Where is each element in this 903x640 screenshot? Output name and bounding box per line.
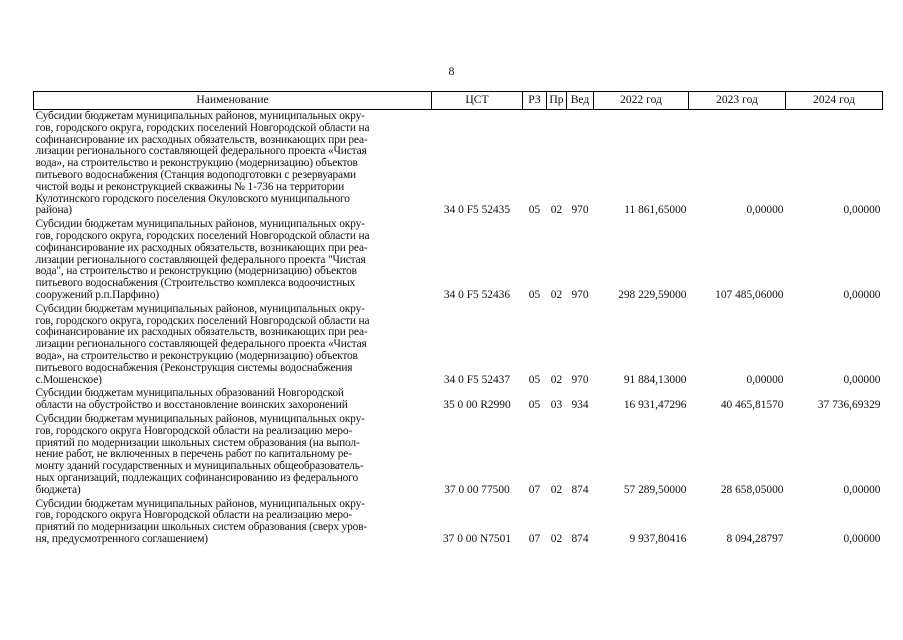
row-name-line: ных организаций, подлежащих софинансированию из федерального bbox=[35, 471, 359, 484]
header-2024: 2024 год bbox=[786, 92, 883, 110]
ved-cell: 934 bbox=[571, 399, 589, 412]
amount-2024-cell: 0,00000 bbox=[843, 204, 881, 217]
pr-cell: 02 bbox=[550, 483, 563, 496]
row-name-line: Субсидии бюджетам муниципальных образований Новгородской bbox=[35, 387, 344, 400]
row-name-line: приятий по модернизации школьных систем образования (сверх уров- bbox=[35, 521, 368, 534]
amount-2023-cell: 40 465,81570 bbox=[720, 399, 784, 412]
table-row bbox=[34, 413, 883, 498]
cst-cell: 37 0 00 77500 bbox=[444, 483, 510, 496]
row-name-line: гов, городского округа, городских поселений Новгородской области на bbox=[35, 314, 370, 327]
row-name-cell bbox=[34, 218, 432, 303]
row-name-line: лизации регионального составляющей федерального проекта "Чистая bbox=[35, 253, 366, 266]
ved-cell: 970 bbox=[571, 204, 589, 217]
row-name-line: Субсидии бюджетам муниципальных районов, муниципальных окру- bbox=[35, 302, 365, 315]
amount-2024-cell: 0,00000 bbox=[843, 373, 881, 386]
amount-2022-cell: 57 289,50000 bbox=[623, 483, 687, 496]
amount-2024-cell: 0,00000 bbox=[843, 288, 881, 301]
table-row bbox=[34, 303, 883, 388]
row-name-line: лизации регионального составляющей федерального проекта «Чистая bbox=[35, 145, 367, 158]
pr-cell: 02 bbox=[550, 288, 563, 301]
ved-cell: 970 bbox=[571, 373, 589, 386]
amount-2023-cell: 0,00000 bbox=[746, 373, 784, 386]
pr-cell: 03 bbox=[550, 399, 563, 412]
table-row bbox=[34, 218, 883, 303]
header-2023: 2023 год bbox=[689, 92, 786, 110]
amount-2024-cell: 0,00000 bbox=[843, 483, 881, 496]
row-name-line: с.Мошенское) bbox=[35, 373, 102, 386]
header-cst: ЦСТ bbox=[432, 92, 523, 110]
row-name-line: гов, городского округа, городских поселений Новгородской области на bbox=[35, 229, 370, 242]
header-rz: РЗ bbox=[523, 92, 547, 110]
row-name-line: чистой воды и реконструкцией скважины № 1-736 на территории bbox=[35, 180, 345, 193]
row-name-line: питьевого водоснабжения (Строительство комплекса водоочистных bbox=[35, 277, 356, 290]
ved-cell: 970 bbox=[571, 288, 589, 301]
amount-2024-cell: 37 736,69329 bbox=[817, 399, 881, 412]
row-name-line: вода», на строительство и реконструкцию (модернизацию) объектов bbox=[35, 349, 358, 362]
row-name-line: софинансирование их расходных обязательств, возникающих при реа- bbox=[35, 326, 368, 339]
row-name-line: приятий по модернизации школьных систем образования (на выпол- bbox=[35, 436, 360, 449]
amount-2022-cell: 9 937,80416 bbox=[629, 532, 687, 545]
row-name-line: Субсидии бюджетам муниципальных районов, муниципальных окру- bbox=[35, 218, 365, 231]
row-name-line: Субсидии бюджетам муниципальных районов, муниципальных окру- bbox=[35, 412, 365, 425]
row-name-line: гов, городского округа Новгородской области на реализацию меро- bbox=[35, 509, 353, 522]
rz-cell: 05 bbox=[528, 204, 541, 217]
row-name-line: вода», на строительство и реконструкцию (модернизацию) объектов bbox=[35, 157, 358, 170]
row-name-line: питьевого водоснабжения (Реконструкция системы водоснабжения bbox=[35, 361, 353, 374]
pr-cell: 02 bbox=[550, 204, 563, 217]
cst-cell: 37 0 00 N7501 bbox=[442, 532, 512, 545]
row-name-cell bbox=[34, 110, 432, 219]
ved-cell: 874 bbox=[571, 532, 589, 545]
row-name-line: района) bbox=[35, 204, 72, 217]
row-name-line: лизации регионального составляющей федерального проекта «Чистая bbox=[35, 338, 367, 351]
row-name-cell bbox=[34, 303, 432, 388]
row-name-line: монту зданий государственных и муниципальных общеобразователь- bbox=[35, 460, 364, 473]
table-header bbox=[34, 92, 883, 110]
cst-cell: 35 0 00 R2990 bbox=[443, 399, 511, 412]
row-name-cell bbox=[34, 413, 432, 498]
row-name-line: софинансирование их расходных обязательств, возникающих при реа- bbox=[35, 133, 368, 146]
amount-2023-cell: 28 658,05000 bbox=[720, 483, 784, 496]
header-row bbox=[34, 92, 883, 110]
page-number: 8 bbox=[448, 64, 455, 78]
row-name-line: бюджета) bbox=[35, 483, 81, 496]
rz-cell: 07 bbox=[528, 483, 541, 496]
row-name-line: софинансирование их расходных обязательств, возникающих при реа- bbox=[35, 241, 368, 254]
row-name-line: ня, предусмотренного соглашением) bbox=[35, 532, 208, 545]
row-name-line: Кулотинского городского поселения Окуловского муниципального bbox=[35, 192, 350, 205]
row-name-line: вода", на строительство и реконструкцию (модернизацию) объектов bbox=[35, 265, 357, 278]
amount-2022-cell: 16 931,47296 bbox=[623, 399, 687, 412]
row-name-cell bbox=[34, 387, 432, 413]
table-body bbox=[34, 110, 883, 547]
pr-cell: 02 bbox=[550, 373, 563, 386]
row-name-line: Субсидии бюджетам муниципальных районов, муниципальных окру- bbox=[35, 497, 365, 510]
header-2022: 2022 год bbox=[594, 92, 689, 110]
cst-cell: 34 0 F5 52436 bbox=[443, 288, 511, 301]
rz-cell: 05 bbox=[528, 373, 541, 386]
table-row bbox=[34, 498, 883, 547]
budget-table bbox=[33, 91, 883, 547]
row-name-line: гов, городского округа, городских поселений Новгородской области на bbox=[35, 121, 370, 134]
amount-2023-cell: 8 094,28797 bbox=[726, 532, 784, 545]
cst-cell: 34 0 F5 52437 bbox=[443, 373, 511, 386]
amount-2022-cell: 298 229,59000 bbox=[618, 288, 687, 301]
row-name-line: области на обустройство и восстановление воинских захоронений bbox=[35, 399, 348, 412]
header-ved: Вед bbox=[567, 92, 594, 110]
header-name: Наименование bbox=[34, 92, 432, 110]
header-pr: Пр bbox=[547, 92, 567, 110]
row-name-line: Субсидии бюджетам муниципальных районов, муниципальных окру- bbox=[35, 110, 365, 122]
table-row bbox=[34, 387, 883, 413]
row-name-cell bbox=[34, 498, 432, 547]
cst-cell: 34 0 F5 52435 bbox=[443, 204, 511, 217]
row-name-line: сооружений р.п.Парфино) bbox=[35, 288, 160, 301]
pr-cell: 02 bbox=[550, 532, 563, 545]
ved-cell: 874 bbox=[571, 483, 589, 496]
row-name-line: гов, городского округа Новгородской области на реализацию меро- bbox=[35, 424, 353, 437]
rz-cell: 05 bbox=[528, 399, 541, 412]
amount-2022-cell: 11 861,65000 bbox=[624, 204, 687, 217]
amount-2023-cell: 0,00000 bbox=[746, 204, 784, 217]
rz-cell: 07 bbox=[528, 532, 541, 545]
amount-2024-cell: 0,00000 bbox=[843, 532, 881, 545]
row-name-line: питьевого водоснабжения (Станция водоподготовки с резервуарами bbox=[35, 168, 356, 181]
amount-2023-cell: 107 485,06000 bbox=[715, 288, 784, 301]
table-row bbox=[34, 110, 883, 219]
amount-2022-cell: 91 884,13000 bbox=[623, 373, 687, 386]
row-name-line: нение работ, не включенных в перечень работ по капитальному ре- bbox=[35, 448, 352, 461]
rz-cell: 05 bbox=[528, 288, 541, 301]
